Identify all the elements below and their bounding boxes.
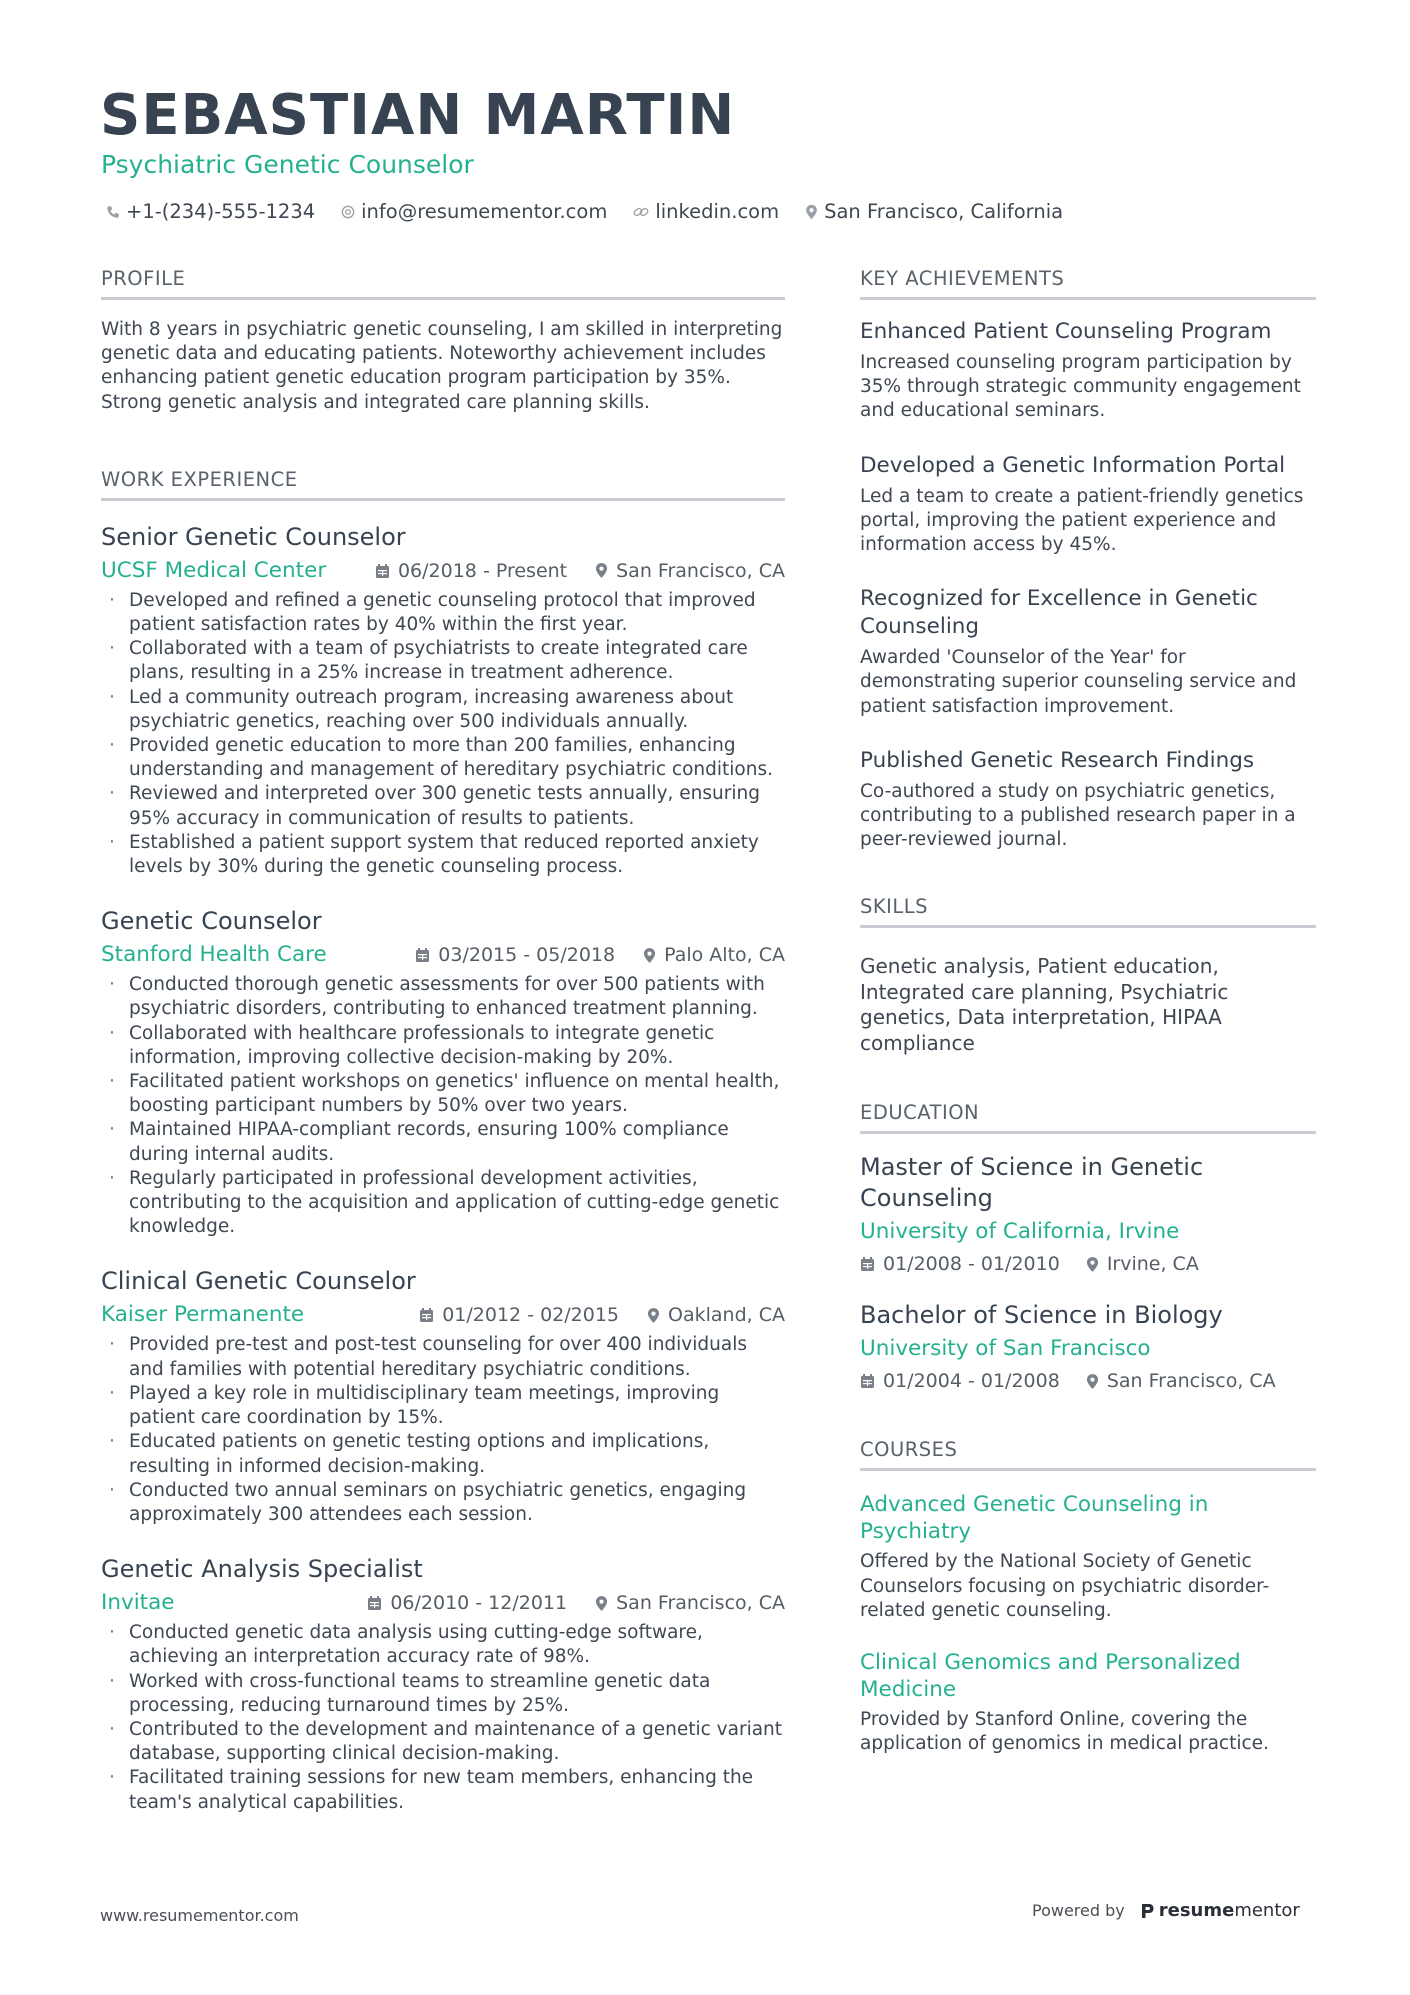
job-location-text: Oakland, CA — [668, 1304, 785, 1327]
at-icon — [341, 205, 355, 219]
bullet-item: · Reviewed and interpreted over 300 genetic tests annually, ensuring 95% accuracy in communication of results to patients. — [101, 782, 785, 830]
calendar-icon — [860, 1256, 875, 1272]
education-dates — [860, 1367, 1060, 1395]
job-meta — [101, 557, 785, 585]
education-location-text: Irvine, CA — [1106, 1253, 1199, 1276]
phone-icon — [106, 205, 120, 219]
work-experience-heading: WORK EXPERIENCE — [101, 467, 785, 501]
job-title: Genetic Analysis Specialist — [101, 1555, 423, 1584]
job-entry — [101, 1553, 785, 1815]
left-column — [101, 266, 785, 1815]
company-name: Stanford Health Care — [101, 942, 327, 968]
achievement-title: Enhanced Patient Counseling Program — [860, 319, 1272, 344]
skills-text: Genetic analysis, Patient education, Integrated care planning, Psychiatric genetics, Data interpretation, HIPAA compliance — [860, 954, 1229, 1055]
achievement-title: Developed a Genetic Information Portal — [860, 452, 1286, 478]
education-item — [860, 1300, 1316, 1395]
job-meta — [101, 1301, 785, 1329]
job-dates-text: 06/2010 - 12/2011 — [390, 1592, 568, 1615]
job-entry — [101, 1265, 785, 1527]
job-location-text: Palo Alto, CA — [664, 944, 785, 967]
contact-linkedin[interactable] — [633, 198, 779, 226]
course-desc: Offered by the National Society of Genetic Counselors focusing on psychiatric disorder-related genetic counseling. — [860, 1551, 1270, 1621]
achievement-desc: Co-authored a study on psychiatric genetics, contributing to a published research paper in a peer-reviewed journal. — [860, 780, 1296, 851]
bullet-item: · Conducted two annual seminars on psychiatric genetics, engaging approximately 300 attendees each session. — [101, 1479, 785, 1527]
calendar-icon — [860, 1373, 875, 1389]
candidate-title: Psychiatric Genetic Counselor — [101, 150, 474, 179]
education-heading: EDUCATION — [860, 1100, 1316, 1134]
calendar-icon — [415, 947, 430, 963]
brand-bold: resume — [1158, 1900, 1235, 1921]
course-title[interactable]: Advanced Genetic Counseling in Psychiatry — [860, 1492, 1209, 1545]
job-location-text: San Francisco, CA — [616, 1592, 785, 1615]
calendar-icon — [419, 1307, 434, 1323]
contact-phone — [106, 198, 315, 226]
profile-text: With 8 years in psychiatric genetic counseling, I am skilled in interpreting genetic data and educating patients. Noteworthy achievement includes enhancing patient genetic education program participation by 35%. Strong genetic analysis and integrated care planning skills. — [101, 319, 783, 413]
degree-title: Master of Science in Genetic Counseling — [860, 1153, 1204, 1213]
job-location — [595, 1589, 785, 1617]
footer-branding — [1032, 1900, 1300, 1921]
location-pin-icon — [595, 562, 608, 579]
calendar-icon — [375, 563, 390, 579]
bullet-item: · Conducted genetic data analysis using cutting-edge software, achieving an interpretation accuracy rate of 98%. — [101, 1621, 785, 1669]
contact-bar — [106, 198, 1063, 226]
resumementor-logo[interactable] — [1139, 1900, 1300, 1921]
achievements-heading: KEY ACHIEVEMENTS — [860, 266, 1316, 300]
education-meta — [860, 1250, 1316, 1278]
bullet-item: · Collaborated with a team of psychiatrists to create integrated care plans, resulting in a 25% increase in treatment adherence. — [101, 637, 785, 685]
profile-heading: PROFILE — [101, 266, 785, 300]
achievement-item — [860, 585, 1316, 719]
course-item — [860, 1649, 1316, 1756]
linkedin-text[interactable]: linkedin.com — [655, 200, 780, 223]
achievement-desc: Led a team to create a patient-friendly genetics portal, improving the patient experience and information access by 45%. — [860, 485, 1304, 556]
achievement-desc: Awarded 'Counselor of the Year' for demonstrating superior counseling service and patient satisfaction improvement. — [860, 647, 1297, 717]
achievement-list — [860, 318, 1316, 852]
job-title: Genetic Counselor — [101, 907, 322, 936]
bullet-item: · Developed and refined a genetic counseling protocol that improved patient satisfaction rates by 40% within the first year. — [101, 589, 785, 637]
bullet-item: · Established a patient support system that reduced reported anxiety levels by 30% during the genetic counseling process. — [101, 831, 785, 879]
job-location — [647, 1301, 785, 1329]
calendar-icon — [367, 1595, 382, 1611]
brand-light: mentor — [1234, 1900, 1300, 1921]
education-dates-text: 01/2004 - 01/2008 — [883, 1370, 1060, 1393]
course-list — [860, 1491, 1316, 1756]
bullet-item: · Provided pre-test and post-test counseling for over 400 individuals and families with potential hereditary psychiatric conditions. — [101, 1333, 785, 1381]
link-icon — [633, 205, 649, 219]
job-meta — [101, 941, 785, 969]
job-location — [595, 557, 785, 585]
candidate-name: SEBASTIAN MARTIN — [100, 83, 736, 148]
bullet-item: · Educated patients on genetic testing options and implications, resulting in informed decision-making. — [101, 1430, 785, 1478]
location-pin-icon — [1086, 1256, 1099, 1273]
bullet-item: · Regularly participated in professional development activities, contributing to the acquisition and application of cutting-edge genetic knowledge. — [101, 1167, 785, 1240]
job-dates — [415, 941, 615, 969]
achievement-item — [860, 318, 1316, 424]
contact-location — [805, 198, 1063, 226]
job-dates-text: 03/2015 - 05/2018 — [438, 944, 616, 967]
job-bullets — [101, 1621, 785, 1815]
job-dates — [375, 557, 567, 585]
job-title: Clinical Genetic Counselor — [101, 1267, 416, 1296]
bullet-item: · Collaborated with healthcare professionals to integrate genetic information, improving collective decision-making by 20%. — [101, 1022, 785, 1070]
location-pin-icon — [643, 947, 656, 964]
location-text: San Francisco, California — [824, 200, 1064, 223]
course-title[interactable]: Clinical Genomics and Personalized Medicine — [860, 1650, 1241, 1703]
job-dates-text: 01/2012 - 02/2015 — [442, 1304, 620, 1327]
achievement-title: Published Genetic Research Findings — [860, 747, 1255, 773]
achievement-desc: Increased counseling program participation by 35% through strategic community engagement and educational seminars. — [860, 352, 1301, 422]
job-meta — [101, 1589, 785, 1617]
job-entry — [101, 905, 785, 1239]
education-meta — [860, 1367, 1316, 1395]
job-bullets — [101, 589, 785, 879]
bullet-item: · Maintained HIPAA-compliant records, ensuring 100% compliance during internal audits. — [101, 1118, 785, 1166]
location-pin-icon — [595, 1595, 608, 1612]
courses-heading: COURSES — [860, 1437, 1316, 1471]
bullet-item: · Played a key role in multidisciplinary team meetings, improving patient care coordination by 15%. — [101, 1382, 785, 1430]
right-column — [860, 266, 1316, 1756]
education-location-text: San Francisco, CA — [1106, 1370, 1276, 1393]
contact-email[interactable] — [341, 198, 607, 226]
bullet-item: · Led a community outreach program, increasing awareness about psychiatric genetics, reaching over 500 individuals annually. — [101, 686, 785, 734]
education-dates-text: 01/2008 - 01/2010 — [883, 1253, 1060, 1276]
education-item — [860, 1152, 1316, 1278]
education-location — [1086, 1367, 1276, 1395]
achievement-title: Recognized for Excellence in Genetic Counseling — [860, 586, 1258, 640]
email-text[interactable]: info@resumementor.com — [361, 200, 608, 223]
education-location — [1086, 1250, 1199, 1278]
skills-heading: SKILLS — [860, 894, 1316, 928]
achievement-item — [860, 452, 1316, 558]
job-location-text: San Francisco, CA — [616, 559, 785, 582]
school-name: University of California, Irvine — [860, 1219, 1180, 1245]
bullet-item: · Conducted thorough genetic assessments for over 500 patients with psychiatric disorders, contributing to enhanced treatment planning. — [101, 973, 785, 1021]
footer-website[interactable]: www.resumementor.com — [100, 1906, 299, 1925]
school-name: University of San Francisco — [860, 1336, 1151, 1362]
job-dates — [419, 1301, 619, 1329]
bullet-item: · Provided genetic education to more than 200 families, enhancing understanding and management of hereditary psychiatric conditions. — [101, 734, 785, 782]
job-dates — [367, 1589, 567, 1617]
bullet-item: · Worked with cross-functional teams to streamline genetic data processing, reducing turnaround times by 25%. — [101, 1670, 785, 1718]
phone-text: +1-(234)-555-1234 — [126, 200, 316, 223]
brand-mark-icon — [1139, 1902, 1155, 1920]
job-entry — [101, 521, 785, 879]
powered-by-label: Powered by — [1032, 1901, 1125, 1920]
bullet-item: · Contributed to the development and maintenance of a genetic variant database, supporting clinical decision-making. — [101, 1718, 785, 1766]
bullet-item: · Facilitated training sessions for new team members, enhancing the team's analytical capabilities. — [101, 1766, 785, 1814]
location-pin-icon — [647, 1307, 660, 1324]
company-name: Invitae — [101, 1590, 175, 1616]
company-name: Kaiser Permanente — [101, 1302, 305, 1328]
company-name: UCSF Medical Center — [101, 557, 327, 583]
job-location — [643, 941, 785, 969]
job-dates-text: 06/2018 - Present — [397, 559, 568, 582]
education-list — [860, 1152, 1316, 1395]
education-dates — [860, 1250, 1060, 1278]
bullet-item: · Facilitated patient workshops on genetics' influence on mental health, boosting participant numbers by 50% over two years. — [101, 1070, 785, 1118]
location-pin-icon — [1086, 1373, 1099, 1390]
course-desc: Provided by Stanford Online, covering the application of genomics in medical practice. — [860, 1709, 1269, 1755]
achievement-item — [860, 747, 1316, 853]
job-bullets — [101, 1333, 785, 1527]
job-bullets — [101, 973, 785, 1239]
degree-title: Bachelor of Science in Biology — [860, 1301, 1223, 1330]
job-title: Senior Genetic Counselor — [101, 522, 406, 551]
job-list — [101, 521, 785, 1815]
course-item — [860, 1491, 1316, 1623]
location-pin-icon — [805, 204, 818, 220]
